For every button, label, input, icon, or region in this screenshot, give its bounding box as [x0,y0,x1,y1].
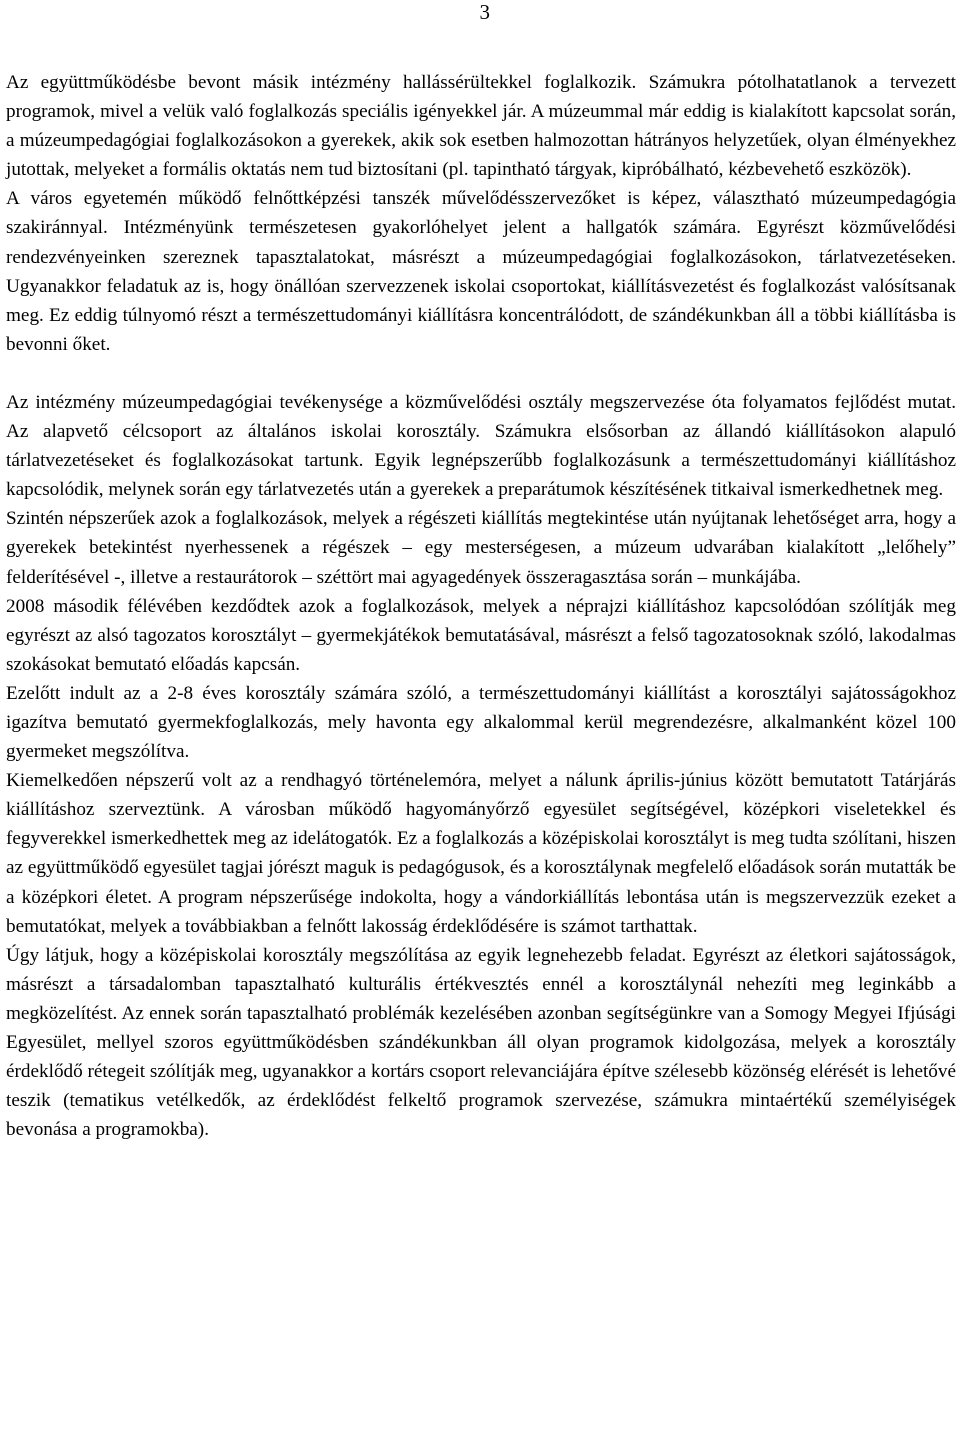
paragraph-children-sessions: Ezelőtt indult az a 2-8 éves korosztály számára szóló, a természettudományi kiállítást a korosztályi sajátosságokhoz igazítva bemutató gyermekfoglalkozás, mely havonta egy alkalommal kerül megrendezésre, alkalmanként közel 100 gyermeket megszólítva. [6,682,956,763]
paragraph-history-lesson: Kiemelkedően népszerű volt az a rendhagyó történelemóra, melyet a nálunk április-június között bemutatott Tatárjárás kiállításhoz szerveztünk. A városban működő hagyományőrző egyesület segítségével, középkori viseletekkel és fegyverekkel ismerkedhettek meg az idelátogatók. Ez a foglalkozás a középiskolai korosztályt is meg tudta szólítani, hiszen az együttműködő egyesület tagjai jórészt maguk is pedagógusok, és a korosztálynak megfelelő előadások során mutatták be a középkori életet. A program népszerűsége indokolta, hogy a vándorkiállítás lebontása után is megszervezzük ezeket a bemutatókat, melyek a továbbiakban a felnőtt lakosság érdeklődésére is számot tarthattak. [6,770,956,937]
paragraph-university-training: A város egyetemén működő felnőttképzési tanszék művelődésszervezőket is képez, választható múzeumpedagógia szakiránnyal. Intézményünk természetesen gyakorlóhelyet jelent a hallgatók számára. Egyrészt közművelődési rendezvényeinken szereznek tapasztalatokat, másrészt a múzeumpedagógiai foglalkozásokon, tárlatvezetéseken. Ugyanakkor feladatuk az is, hogy önállóan szervezzenek iskolai csoportokat, kiállításvezetést és foglalkozást valósítsanak meg. Ez eddig túlnyomó részt a természettudományi kiállításra koncentrálódott, de szándékunkban áll a többi kiállításba is bevonni őket. [6,188,956,355]
paragraph-hearing-impaired: Az együttműködésbe bevont másik intézmény hallássérültekkel foglalkozik. Számukra pótolhatatlanok a tervezett programok, mivel a velük való foglalkozás speciális igényekkel jár. A múzeummal már eddig is kialakított kapcsolat során, a múzeumpedagógiai foglalkozásokon a gyerekek, akik sok esetben halmozottan hátrányos helyzetűek, olyan élményekhez jutottak, melyeket a formális oktatás nem tud biztosítani (pl. tapintható tárgyak, kipróbálható, kézbevehető eszközök). [6,72,956,181]
paragraph-ethnography-sessions: 2008 második félévében kezdődtek azok a foglalkozások, melyek a néprajzi kiállításhoz kapcsolódóan szólítják meg egyrészt az alsó tagozatos korosztályt – gyermekjátékok bemutatásával, másrészt a felső tagozatosoknak szóló, lakodalmas szokásokat bemutató előadás kapcsán. [6,595,956,675]
body-text [6,68,956,1144]
paragraph-secondary-school: Úgy látjuk, hogy a középiskolai korosztály megszólítása az egyik legnehezebb feladat. Egyrészt az életkori sajátosságok, másrészt a társadalomban tapasztalható kulturális értékvesztés ennél a korosztálynál nehezíti meg leginkább a megközelítést. Az ennek során tapasztalható problémák kezelésében azonban segítségünkre van a Somogy Megyei Ifjúsági Egyesület, mellyel szoros együttműködésben szándékunkban áll olyan programok kidolgozása, melyek a korosztály érdeklődő rétegeit szólítják meg, ugyanakkor a kortárs csoport relevanciájára építve szélesebb közönség elérését is lehetővé teszik (tematikus vetélkedők, az érdeklődést felkeltő programok szervezése, számukra mintaértékű személyiségek bevonása a programokba). [6,944,956,1141]
page-number: 3 [479,0,490,24]
paragraph-museum-pedagogy: Az intézmény múzeumpedagógiai tevékenysége a közművelődési osztály megszervezése óta folyamatos fejlődést mutat. Az alapvető célcsoport az általános iskolai korosztály. Számukra elsősorban az állandó kiállításokon alapuló tárlatvezetéseket és foglalkozásokat tartunk. Egyik legnépszerűbb foglalkozásunk a természettudományi kiállításhoz kapcsolódik, melynek során egy tárlatvezetés után a gyerekek a preparátumok készítésének titkaival ismerkedhetnek meg. [6,391,956,501]
paragraph-archaeology-sessions: Szintén népszerűek azok a foglalkozások, melyek a régészeti kiállítás megtekintése után nyújtanak lehetőséget arra, hogy a gyerekek betekintést nyerhessenek a régészek – egy mesterségesen, a múzeum udvarában kialakított „lelőhely” felderítésével -, illetve a restaurátorok – széttört mai agyagedények összeragasztása során – munkájába. [6,508,956,588]
